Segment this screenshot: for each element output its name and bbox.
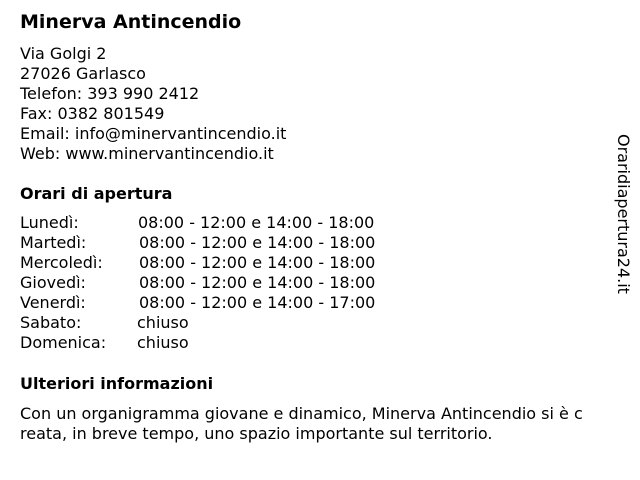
site-watermark: Oraridiapertura24.it [614, 134, 633, 294]
hours-time: 08:00 - 12:00 e 14:00 - 18:00 [139, 233, 376, 252]
address-street: Via Golgi 2 [20, 44, 107, 63]
hours-time: chiuso [137, 333, 189, 352]
fax-number: Fax: 0382 801549 [20, 104, 165, 123]
opening-hours-heading: Orari di apertura [20, 184, 173, 203]
hours-day: Venerdì: [20, 293, 86, 312]
business-name: Minerva Antincendio [20, 11, 242, 33]
hours-time: 08:00 - 12:00 e 14:00 - 18:00 [139, 253, 376, 272]
address-city: 27026 Garlasco [20, 64, 146, 83]
hours-day: Sabato: [20, 313, 82, 332]
hours-time: 08:00 - 12:00 e 14:00 - 17:00 [139, 293, 376, 312]
hours-time: 08:00 - 12:00 e 14:00 - 18:00 [138, 213, 375, 232]
hours-day: Giovedì: [20, 273, 86, 292]
email-address: Email: info@minervantincendio.it [20, 124, 287, 143]
description-line: reata, in breve tempo, uno spazio importante sul territorio. [20, 424, 493, 443]
hours-day: Martedì: [20, 233, 87, 252]
website-address: Web: www.minervantincendio.it [20, 144, 274, 163]
hours-time: chiuso [137, 313, 189, 332]
additional-info-heading: Ulteriori informazioni [20, 374, 214, 393]
hours-day: Domenica: [20, 333, 107, 352]
hours-time: 08:00 - 12:00 e 14:00 - 18:00 [139, 273, 376, 292]
phone-number: Telefon: 393 990 2412 [20, 84, 200, 103]
description-line: Con un organigramma giovane e dinamico, Minerva Antincendio si è c [20, 404, 583, 423]
additional-info-text [20, 404, 630, 444]
hours-day: Lunedì: [20, 213, 79, 232]
contact-block [20, 44, 286, 164]
hours-day: Mercoledì: [20, 253, 103, 272]
